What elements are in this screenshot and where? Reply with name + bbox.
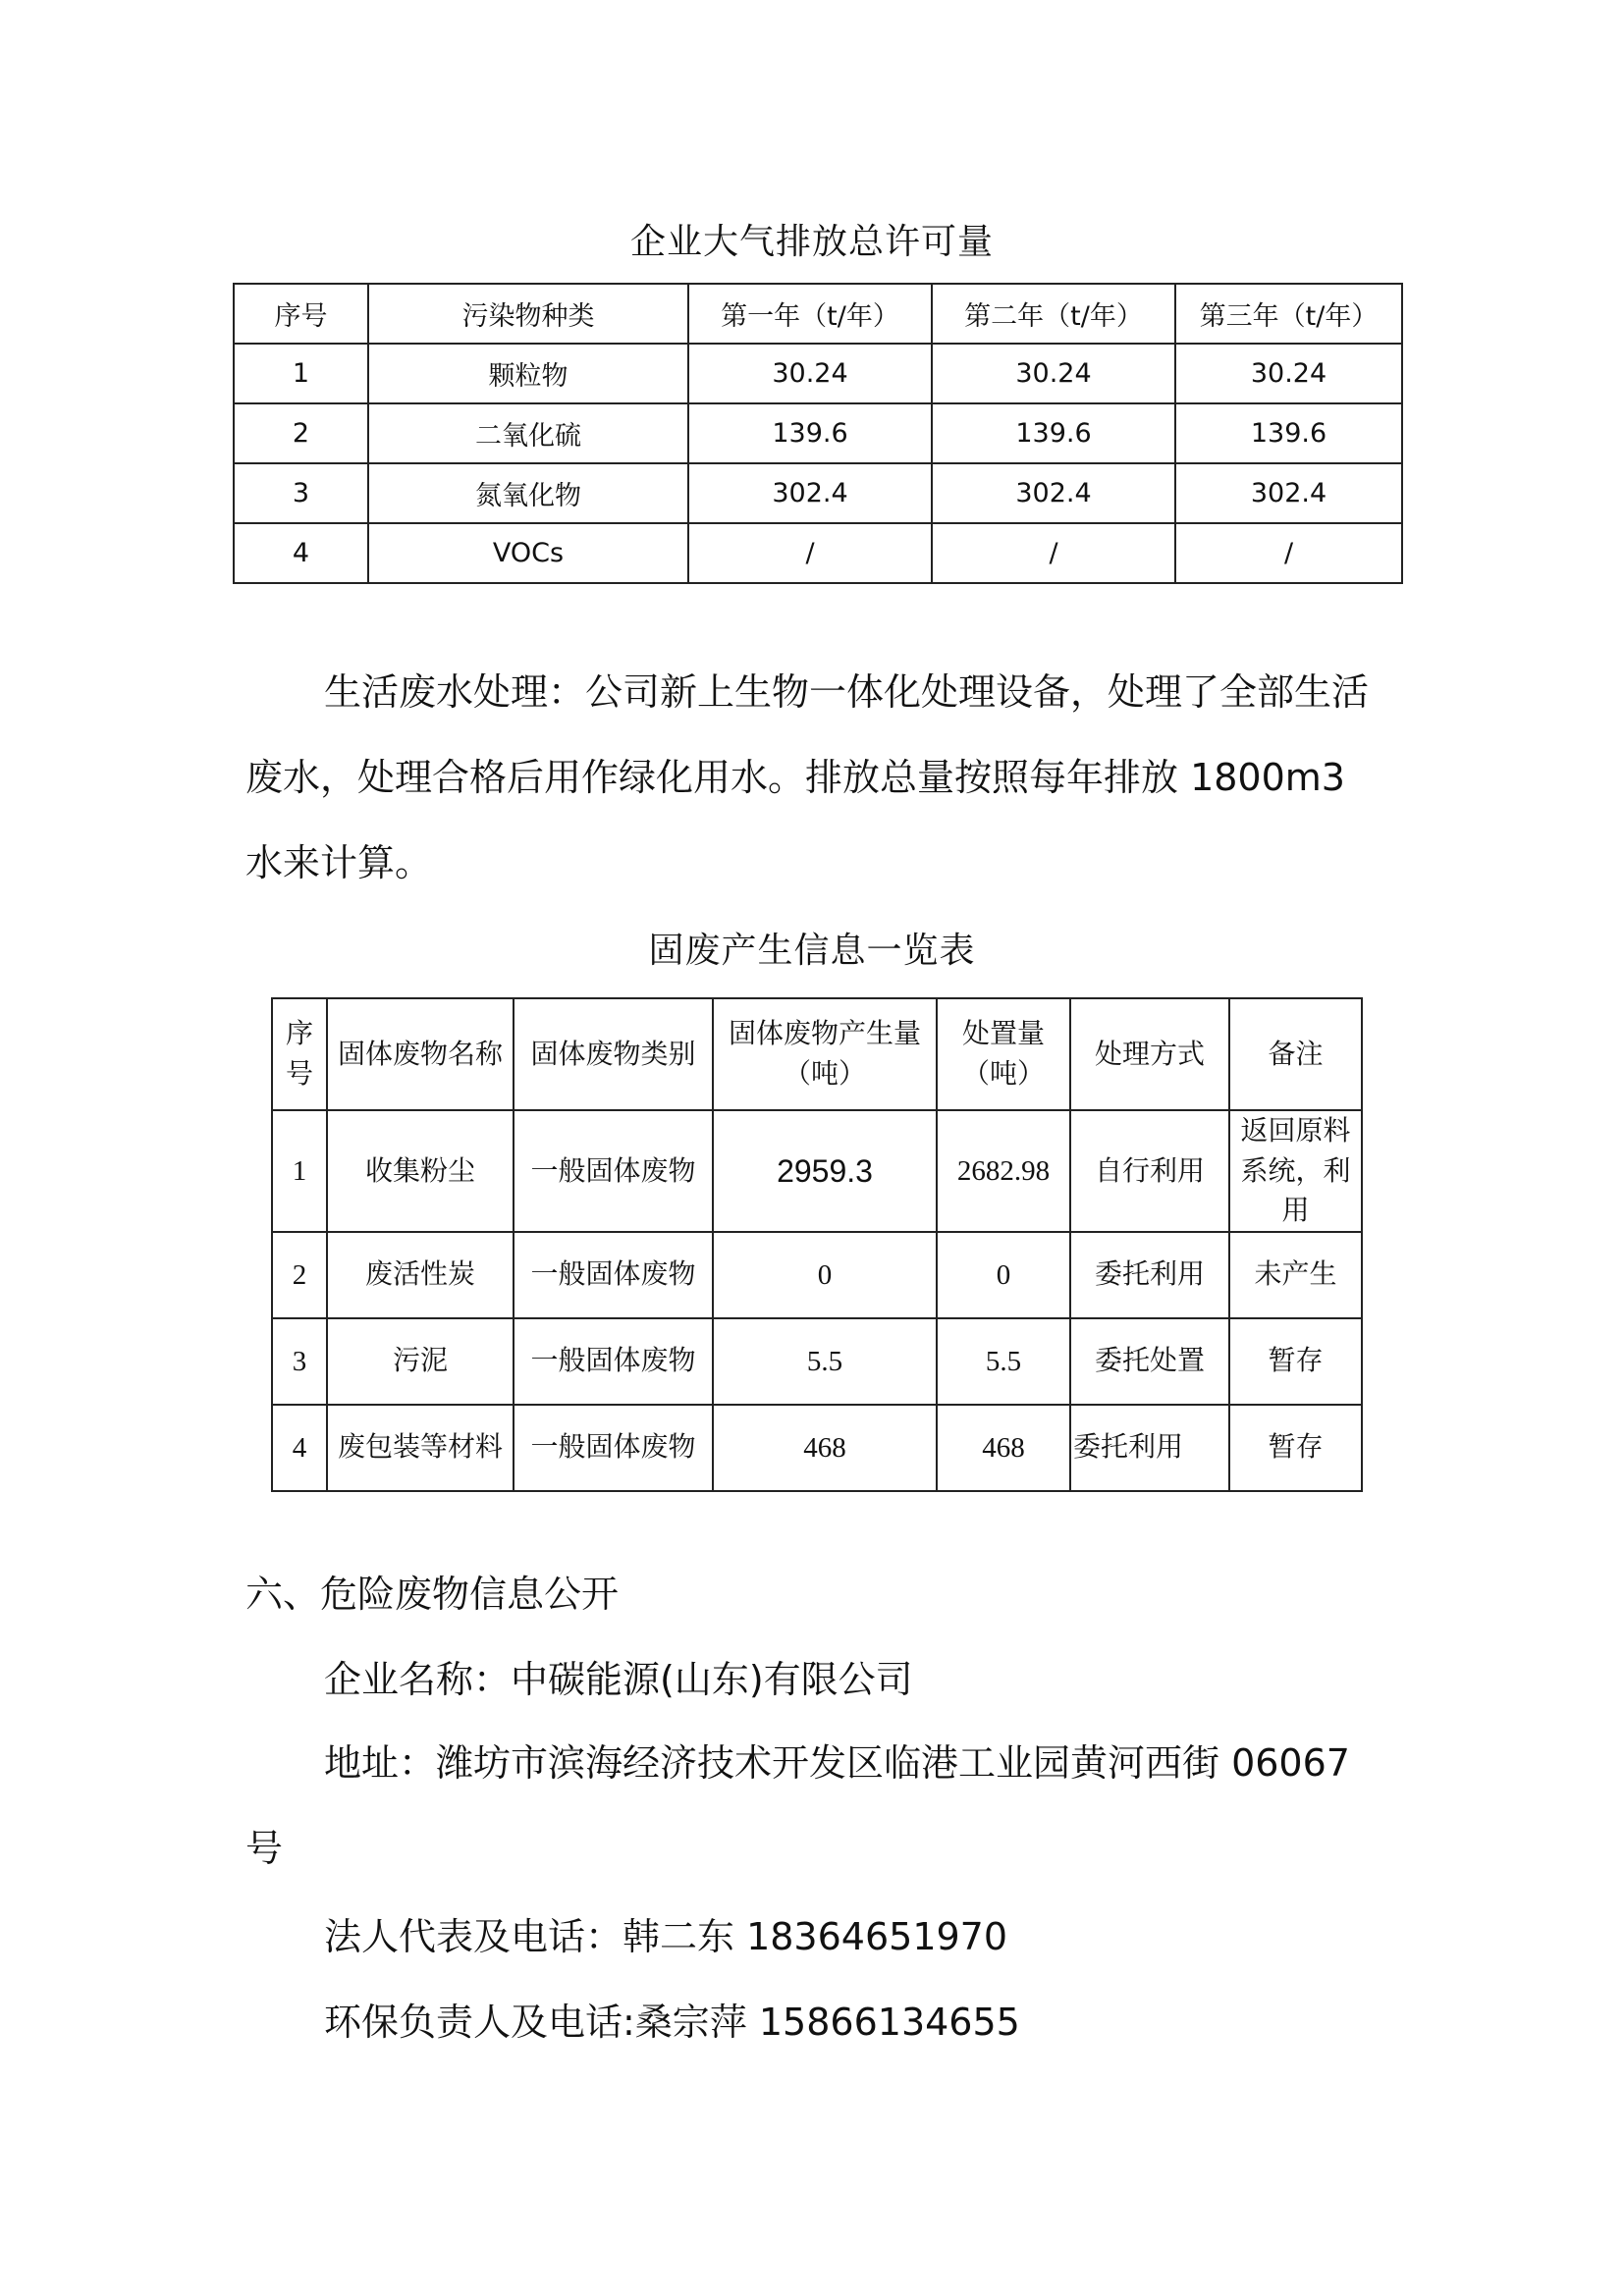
table-cell: 废活性炭 xyxy=(327,1232,514,1318)
table-cell: 收集粉尘 xyxy=(327,1110,514,1232)
table-cell: 0 xyxy=(937,1232,1070,1318)
table-cell: 302.4 xyxy=(932,463,1175,523)
hazard-section-heading: 六、危险废物信息公开 xyxy=(245,1573,620,1616)
table-cell: 139.6 xyxy=(1175,403,1402,463)
table-header-row xyxy=(234,284,1402,344)
header-cell: 序号 xyxy=(234,284,368,344)
table-cell: 返回原料系统，利用 xyxy=(1229,1110,1362,1232)
table-cell: 3 xyxy=(272,1318,327,1405)
table-cell: 30.24 xyxy=(932,344,1175,403)
table-cell: 468 xyxy=(713,1405,937,1491)
header-cell: 固体废物产生量（吨） xyxy=(713,998,937,1110)
solid-table-title: 固废产生信息一览表 xyxy=(648,931,976,971)
table-cell: 一般固体废物 xyxy=(514,1318,713,1405)
table-cell: 2682.98 xyxy=(937,1110,1070,1232)
table-row xyxy=(234,403,1402,463)
table-row xyxy=(234,523,1402,583)
table-cell: 未产生 xyxy=(1229,1232,1362,1318)
table-cell: 0 xyxy=(713,1232,937,1318)
header-cell: 第一年（t/年） xyxy=(688,284,932,344)
table-cell: 废包装等材料 xyxy=(327,1405,514,1491)
table-cell: 氮氧化物 xyxy=(368,463,688,523)
header-cell: 序号 xyxy=(272,998,327,1110)
table-cell: 二氧化硫 xyxy=(368,403,688,463)
table-cell: 30.24 xyxy=(688,344,932,403)
header-cell: 备注 xyxy=(1229,998,1362,1110)
header-cell: 固体废物类别 xyxy=(514,998,713,1110)
solid-waste-table xyxy=(271,997,1363,1492)
company-name: 企业名称：中碳能源(山东)有限公司 xyxy=(324,1658,913,1701)
header-cell: 污染物种类 xyxy=(368,284,688,344)
table-row xyxy=(234,463,1402,523)
company-address: 地址：潍坊市滨海经济技术开发区临港工业园黄河西街 06067 号 xyxy=(245,1741,1350,1870)
header-cell: 处理方式 xyxy=(1070,998,1229,1110)
table-row xyxy=(272,1232,1362,1318)
header-cell: 固体废物名称 xyxy=(327,998,514,1110)
table-cell: 5.5 xyxy=(937,1318,1070,1405)
table-cell: 一般固体废物 xyxy=(514,1110,713,1232)
header-cell: 第二年（t/年） xyxy=(932,284,1175,344)
table-cell: 委托利用 xyxy=(1070,1232,1229,1318)
table-cell: VOCs xyxy=(368,523,688,583)
table-cell: 颗粒物 xyxy=(368,344,688,403)
table-cell: 1 xyxy=(234,344,368,403)
table-row xyxy=(272,1110,1362,1232)
air-emission-table xyxy=(233,283,1403,584)
table-row xyxy=(272,1405,1362,1491)
table-row xyxy=(234,344,1402,403)
table-cell: 污泥 xyxy=(327,1318,514,1405)
table-cell: 委托处置 xyxy=(1070,1318,1229,1405)
table-cell: / xyxy=(688,523,932,583)
table-cell: 自行利用 xyxy=(1070,1110,1229,1232)
environmental-contact: 环保负责人及电话:桑宗萍 15866134655 xyxy=(324,2001,1020,2044)
table-cell: / xyxy=(1175,523,1402,583)
table-cell: / xyxy=(932,523,1175,583)
table-cell: 468 xyxy=(937,1405,1070,1491)
table-cell: 5.5 xyxy=(713,1318,937,1405)
table-cell: 2 xyxy=(272,1232,327,1318)
table-cell: 302.4 xyxy=(688,463,932,523)
table-row xyxy=(272,1318,1362,1405)
table-header-row xyxy=(272,998,1362,1110)
table-cell: 一般固体废物 xyxy=(514,1232,713,1318)
wastewater-paragraph: 生活废水处理：公司新上生物一体化处理设备，处理了全部生活废水，处理合格后用作绿化用水。排放总量按照每年排放 1800m3 水来计算。 xyxy=(245,670,1370,884)
header-cell: 处置量（吨） xyxy=(937,998,1070,1110)
table-cell: 4 xyxy=(234,523,368,583)
table-cell: 委托利用 xyxy=(1070,1405,1229,1491)
table-cell: 一般固体废物 xyxy=(514,1405,713,1491)
table-cell: 4 xyxy=(272,1405,327,1491)
table-cell: 2959.3 xyxy=(713,1110,937,1232)
table-cell: 暂存 xyxy=(1229,1405,1362,1491)
header-cell: 第三年（t/年） xyxy=(1175,284,1402,344)
table-cell: 暂存 xyxy=(1229,1318,1362,1405)
table-cell: 139.6 xyxy=(688,403,932,463)
air-table-title: 企业大气排放总许可量 xyxy=(629,222,994,262)
table-cell: 302.4 xyxy=(1175,463,1402,523)
legal-representative: 法人代表及电话：韩二东 18364651970 xyxy=(324,1915,1008,1958)
table-cell: 2 xyxy=(234,403,368,463)
table-cell: 139.6 xyxy=(932,403,1175,463)
table-cell: 1 xyxy=(272,1110,327,1232)
table-cell: 3 xyxy=(234,463,368,523)
table-cell: 30.24 xyxy=(1175,344,1402,403)
